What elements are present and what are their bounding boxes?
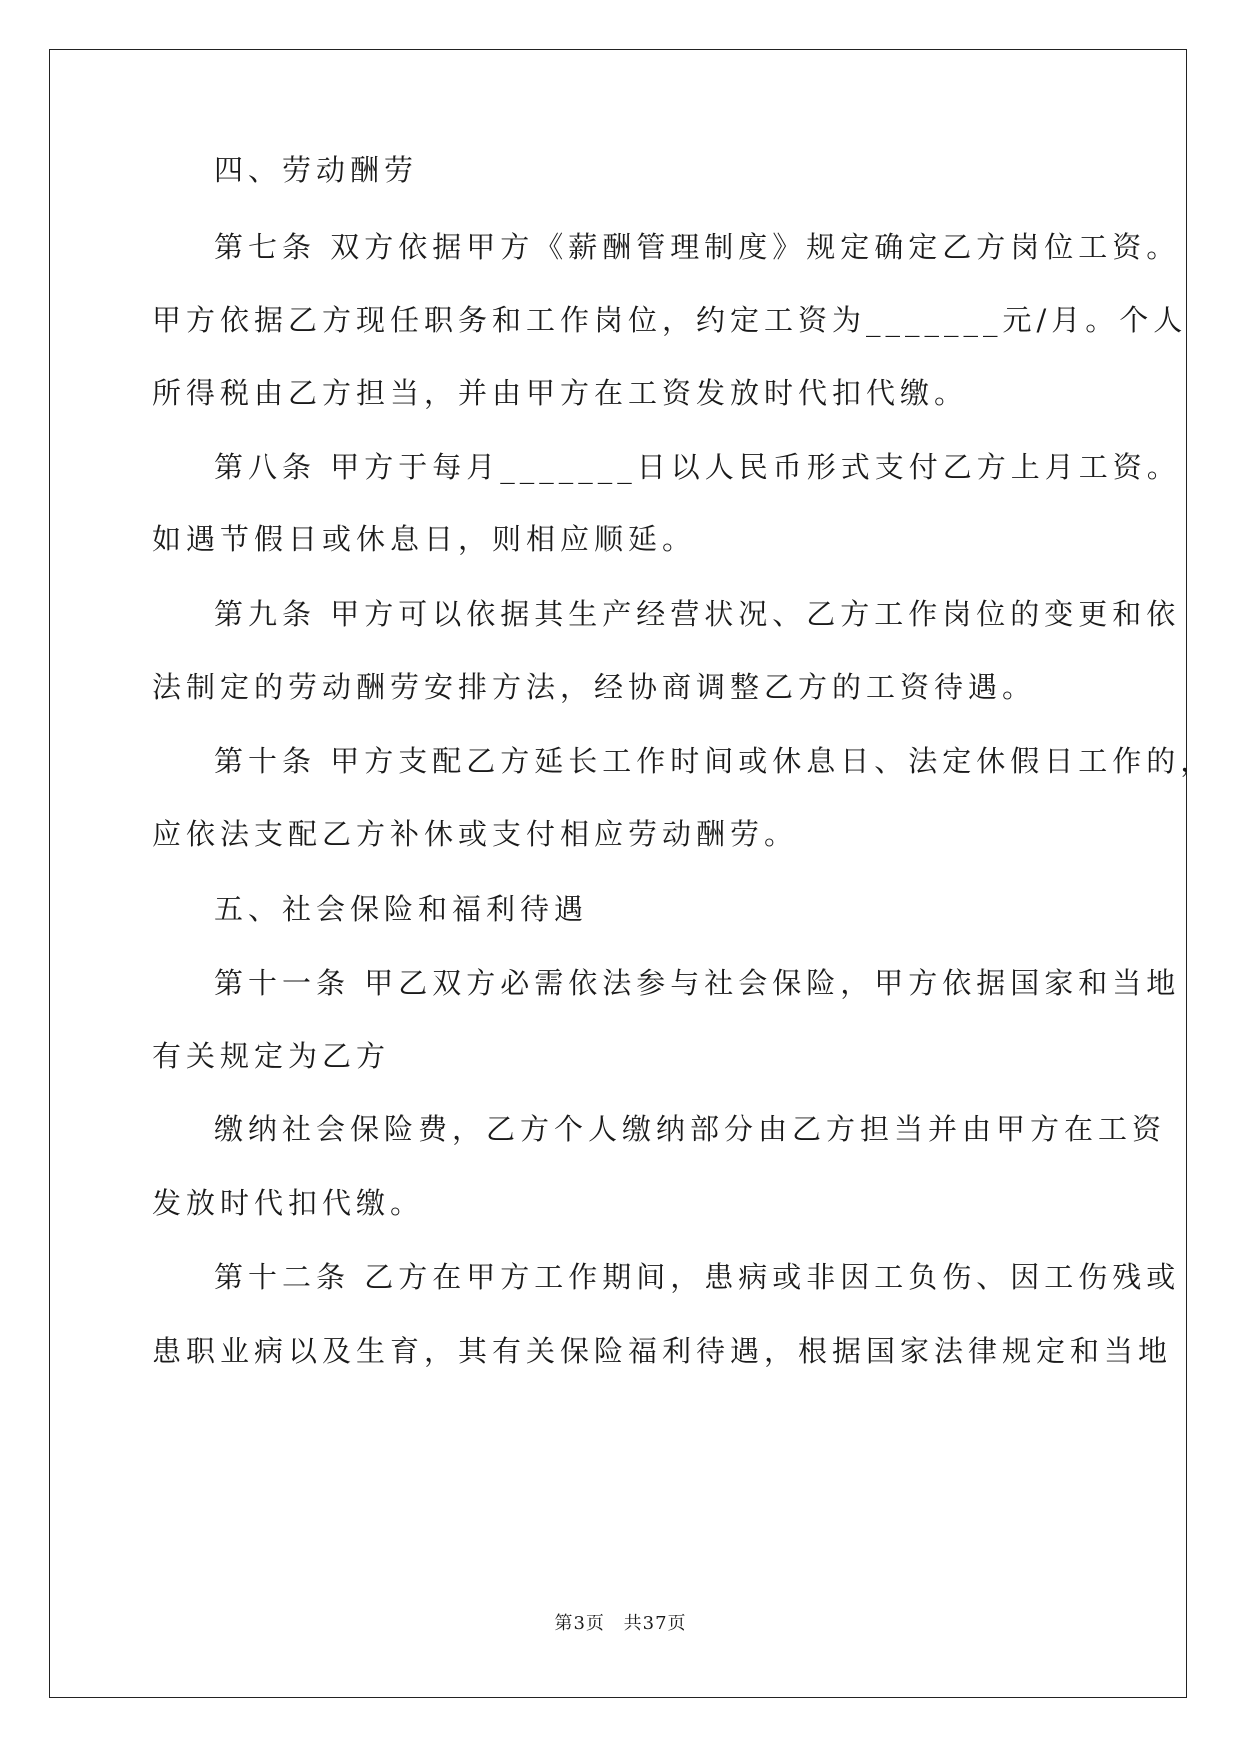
clause-line: 应依法支配乙方补休或支付相应劳动酬劳。 [152,817,799,851]
clause-line: 发放时代扣代缴。 [152,1186,425,1220]
clause-line: 缴纳社会保险费，乙方个人缴纳部分由乙方担当并由甲方在工资 [214,1112,1167,1146]
clause-line: 有关规定为乙方 [152,1039,391,1073]
section-heading: 五、社会保险和福利待遇 [214,892,589,926]
clause-line: 第七条 双方依据甲方《薪酬管理制度》规定确定乙方岗位工资。 [214,230,1181,264]
clause-line: 第十一条 甲乙双方必需依法参与社会保险，甲方依据国家和当地 [214,966,1181,1000]
clause-line: 法制定的劳动酬劳安排方法，经协商调整乙方的工资待遇。 [152,670,1037,704]
section-heading: 四、劳动酬劳 [214,153,419,187]
clause-line: 所得税由乙方担当，并由甲方在工资发放时代扣代缴。 [152,376,969,410]
clause-line: 甲方依据乙方现任职务和工作岗位，约定工资为_______元/月。个人 [152,303,1188,337]
page-footer [0,1612,1241,1636]
clause-line: 第九条 甲方可以依据其生产经营状况、乙方工作岗位的变更和依 [214,597,1181,631]
page-number: 第3页 [554,1613,605,1634]
page-border [49,49,1187,1698]
clause-line: 患职业病以及生育，其有关保险福利待遇，根据国家法律规定和当地 [152,1334,1173,1368]
clause-line: 第八条 甲方于每月_______日以人民币形式支付乙方上月工资。 [214,450,1181,484]
clause-line: 第十条 甲方支配乙方延长工作时间或休息日、法定休假日工作的， [214,744,1215,778]
page-total: 共37页 [623,1613,687,1634]
clause-line: 第十二条 乙方在甲方工作期间，患病或非因工负伤、因工伤残或 [214,1260,1181,1294]
clause-line: 如遇节假日或休息日，则相应顺延。 [152,522,697,556]
